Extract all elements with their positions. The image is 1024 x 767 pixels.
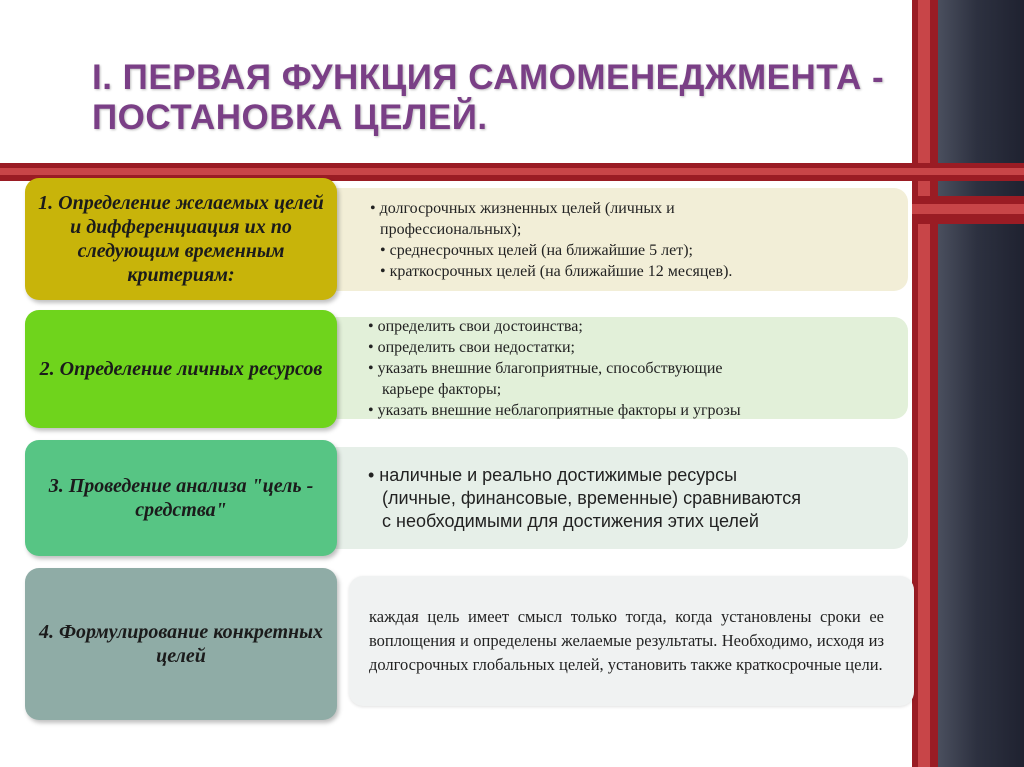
row-2-item: • определить свои недостатки; [368,338,575,356]
row-3-description [300,447,908,549]
row-2-label: 2. Определение личных ресурсов [25,310,337,428]
row-4-item: каждая цель имеет смысл только тогда, когда установлены сроки ее воплощения и определены желаемые результаты. Необходимо, исходя из долгосрочных глобальных целей, установить также краткосрочные цели. [369,607,884,674]
row-1-description [300,188,908,291]
row-1-item: • краткосрочных целей (на ближайшие 12 месяцев). [380,262,733,280]
row-1-item: • долгосрочных жизненных целей (личных и [370,199,675,217]
row-2-item: • указать внешние благоприятные, способствующие [368,359,723,377]
row-4-label: 4. Формулирование конкретных целей [25,568,337,720]
horizontal-stripe-inner [0,168,1024,175]
row-2-item: • определить свои достоинства; [368,317,583,335]
row-3-item: (личные, финансовые, временные) сравниваются [382,487,801,508]
vertical-stripe-inner [918,0,930,767]
slide-title-line-2: ПОСТАНОВКА ЦЕЛЕЙ. [92,98,488,137]
row-2-item: карьере факторы; [382,380,502,398]
slide-title [92,58,892,138]
row-3-label: 3. Проведение анализа "цель - средства" [25,440,337,556]
horizontal-stripe-right-inner [912,204,1024,214]
side-panel [938,0,1024,767]
row-3-item: • наличные и реально достижимые ресурсы [368,464,737,485]
row-1-item: профессиональных); [380,220,522,238]
row-4-description [349,576,914,706]
row-1-item: • среднесрочных целей (на ближайшие 5 лет); [380,241,693,259]
row-1-label: 1. Определение желаемых целей и дифференциация их по следующим временным критериям: [25,178,337,300]
row-2-description [300,317,908,419]
slide-title-line-1: I. ПЕРВАЯ ФУНКЦИЯ САМОМЕНЕДЖМЕНТА - [92,58,885,97]
row-3-item: с необходимыми для достижения этих целей [382,510,759,531]
row-2-item: • указать внешние неблагоприятные факторы и угрозы [368,401,741,419]
